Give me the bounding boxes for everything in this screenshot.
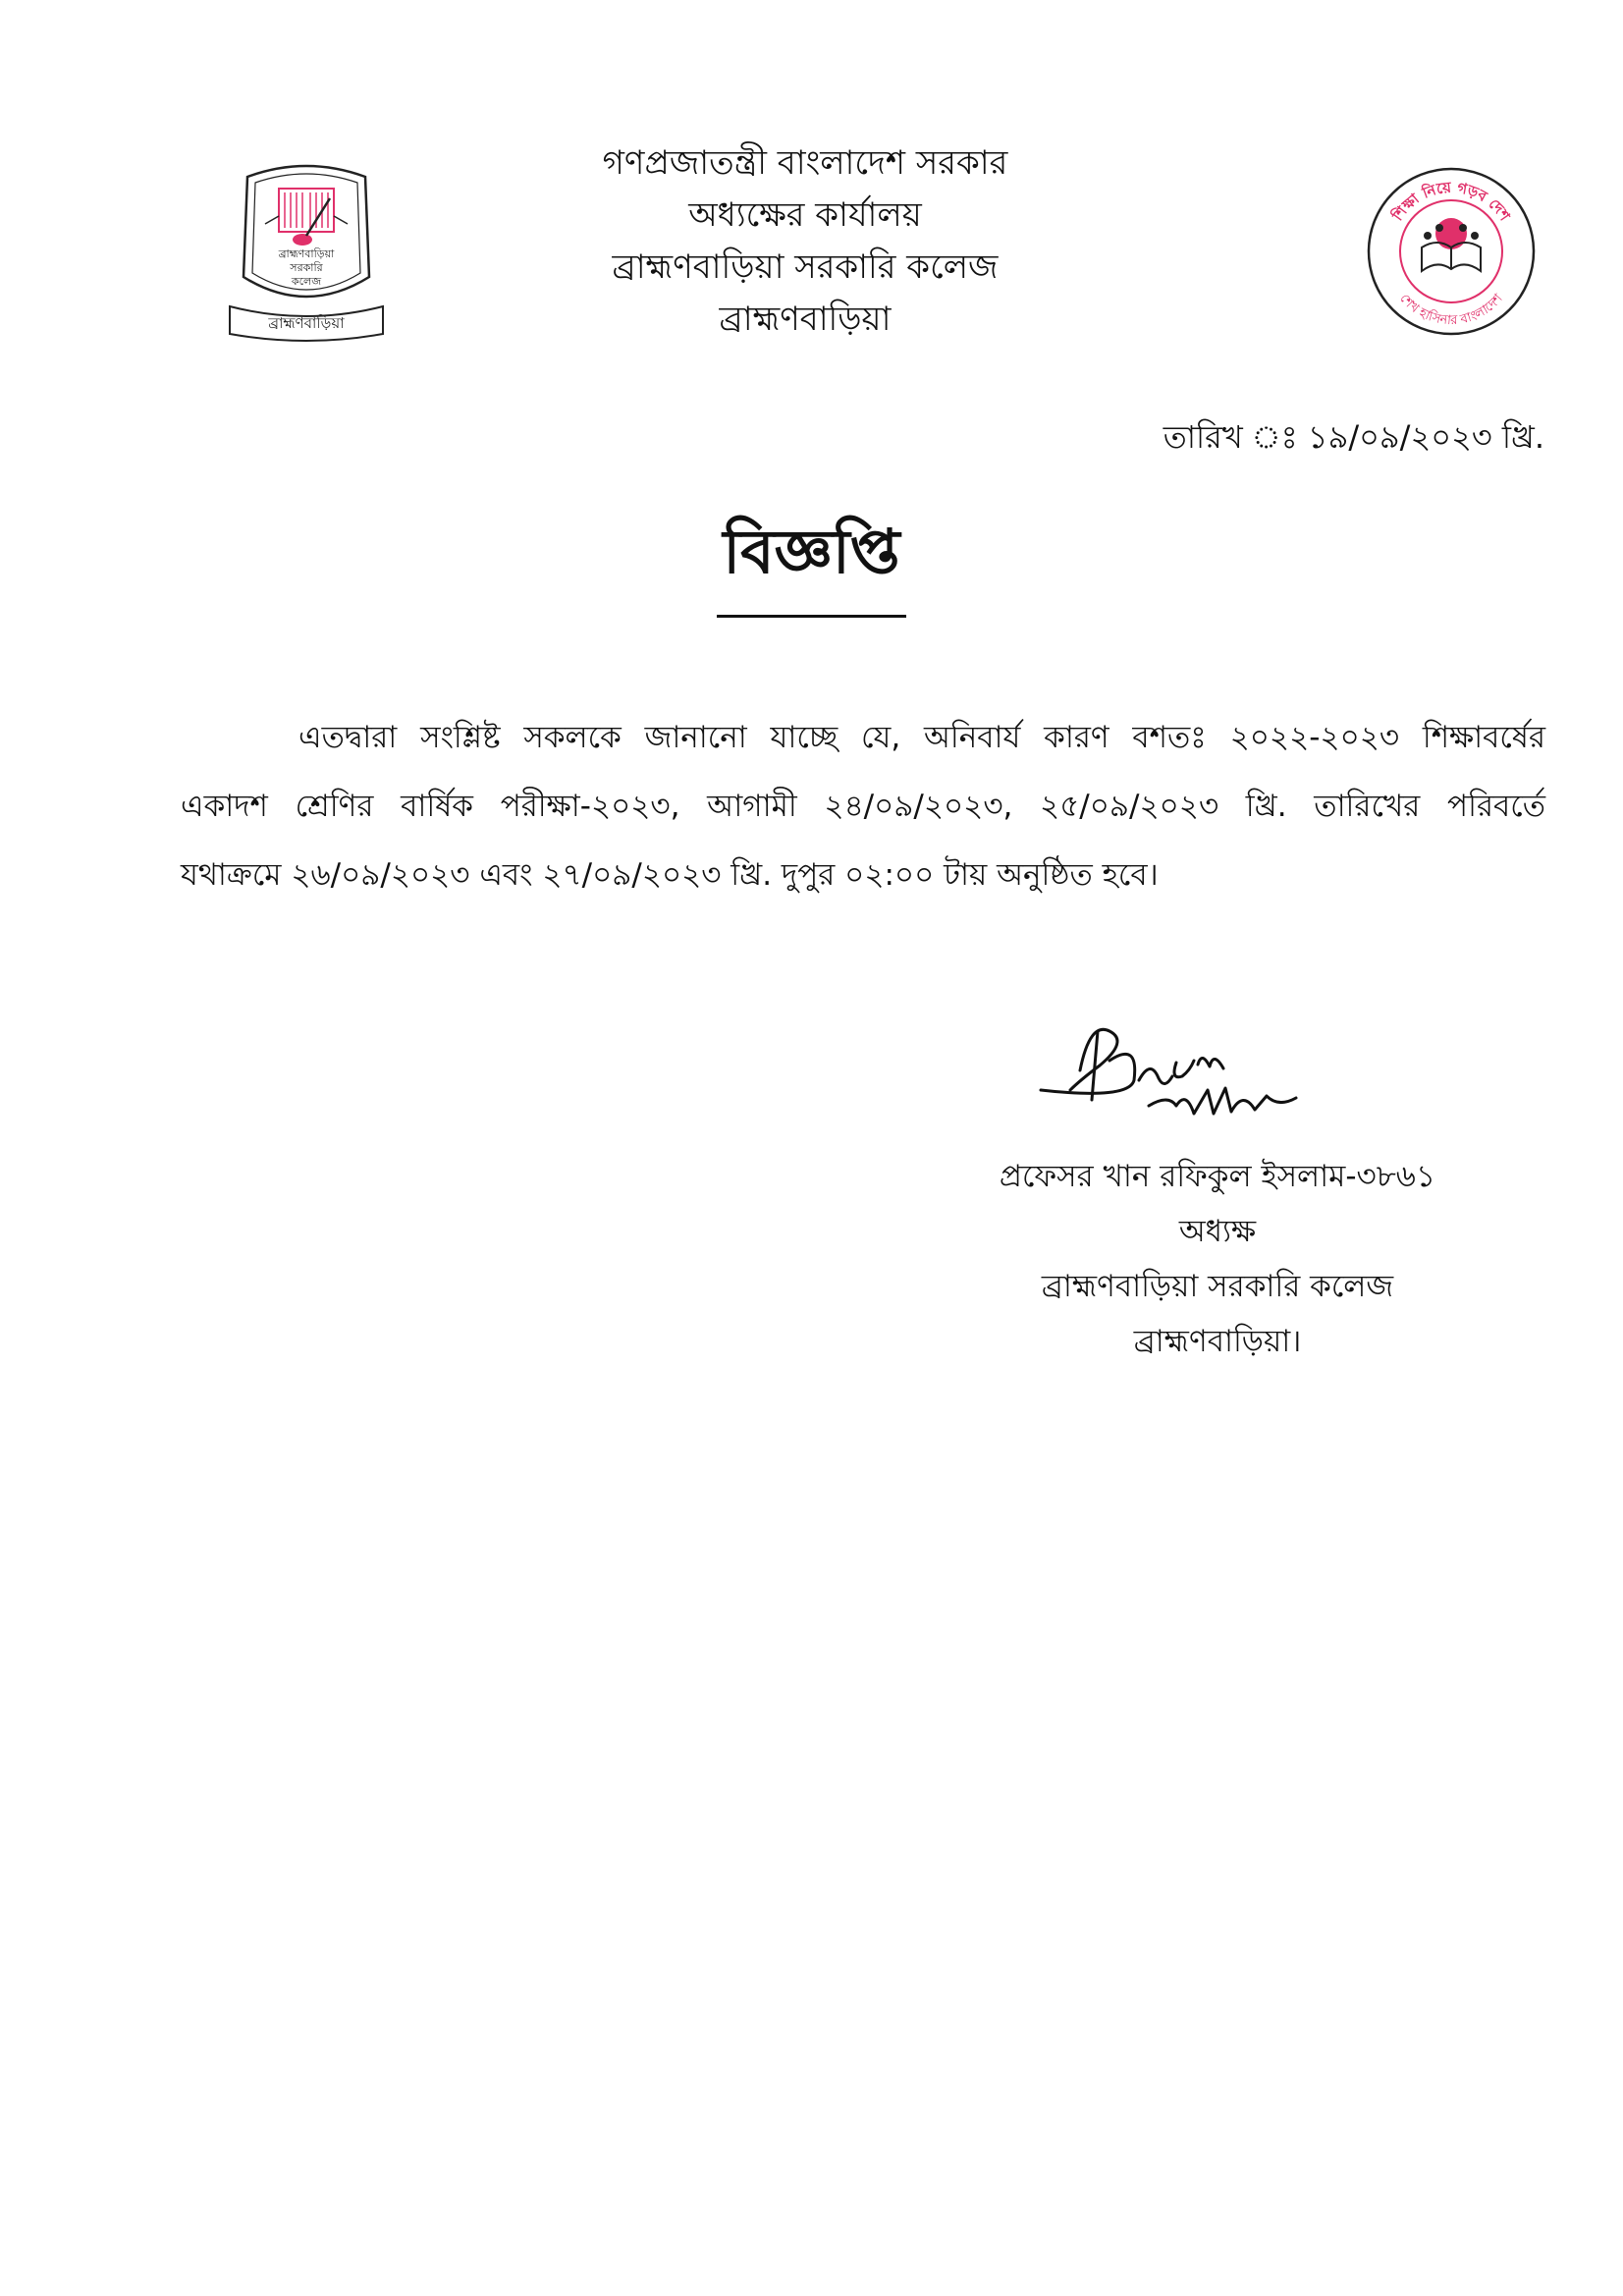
handwritten-signature [1021, 1011, 1394, 1139]
notice-title-text: বিজ্ঞপ্তি [717, 506, 905, 618]
svg-text:ব্রাহ্মণবাড়িয়া: ব্রাহ্মণবাড়িয়া [268, 314, 345, 332]
signer-designation: অধ্যক্ষ [1178, 1214, 1257, 1249]
header-college: ব্রাহ্মণবাড়িয়া সরকারি কলেজ [612, 247, 999, 287]
body-line-1: এতদ্বারা সংশ্লিষ্ট সকলকে জানানো যাচ্ছে যে, অনিবার্য কারণ বশতঃ ২০২২-২০২৩ শিক্ষাবর্ষের [298, 720, 1545, 755]
svg-text:সরকারি: সরকারি [290, 261, 323, 274]
svg-text:শেখ হাসিনার বাংলাদেশ: শেখ হাসিনার বাংলাদেশ [1396, 291, 1506, 329]
signer-name: প্রফেসর খান রফিকুল ইসলাম-৩৮৬১ [999, 1159, 1436, 1194]
svg-text:ব্রাহ্মণবাড়িয়া: ব্রাহ্মণবাড়িয়া [278, 247, 335, 260]
svg-text:কলেজ: কলেজ [291, 275, 322, 288]
sheikh-hasina-education-seal-icon [1365, 165, 1538, 338]
header-office: অধ্যক্ষের কার্যালয় [688, 195, 922, 235]
signer-location: ব্রাহ্মণবাড়িয়া। [1133, 1324, 1302, 1359]
notice-body [181, 703, 1545, 909]
notice-date: তারিখ ঃ ১৯/০৯/২০২৩ খ্রি. [1163, 418, 1544, 456]
college-shield-emblem-icon [228, 159, 385, 346]
body-line-3: যথাক্রমে ২৬/০৯/২০২৩ এবং ২৭/০৯/২০২৩ খ্রি. দুপুর ০২:০০ টায় অনুষ্ঠিত হবে। [181, 857, 1159, 893]
notice-title [0, 506, 1623, 618]
header-location: ব্রাহ্মণবাড়িয়া [719, 300, 892, 339]
signer-institution: ব্রাহ্মণবাড়িয়া সরকারি কলেজ [1041, 1269, 1394, 1304]
body-line-2: একাদশ শ্রেণির বার্ষিক পরীক্ষা-২০২৩, আগামী ২৪/০৯/২০২৩, ২৫/০৯/২০২৩ খ্রি. তারিখের পরিবর্তে [181, 789, 1545, 824]
header-government: গণপ্রজাতন্ত্রী বাংলাদেশ সরকার [602, 143, 1008, 183]
office-header [530, 137, 1080, 346]
svg-text:শিক্ষা নিয়ে গড়ব দেশ: শিক্ষা নিয়ে গড়ব দেশ [1388, 178, 1514, 225]
signer-block [923, 1149, 1512, 1369]
